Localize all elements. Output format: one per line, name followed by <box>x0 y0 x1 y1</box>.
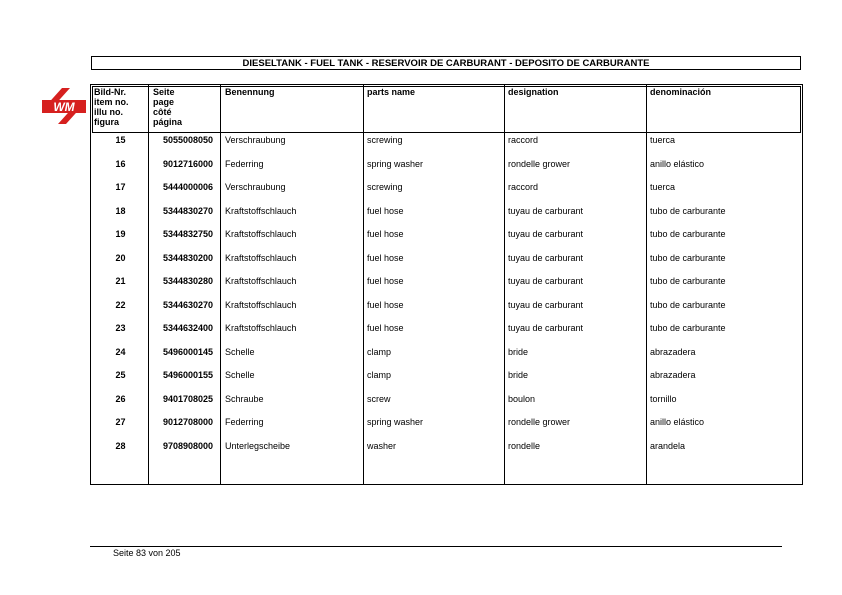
cell-parts-name: washer <box>367 441 397 451</box>
cell-benennung: Verschraubung <box>225 182 286 192</box>
cell-designation: tuyau de carburant <box>508 276 584 286</box>
cell-denominacion: tubo de carburante <box>650 206 726 216</box>
cell-benennung: Federring <box>225 417 264 427</box>
column-divider <box>220 85 221 484</box>
cell-denominacion: anillo elástico <box>650 159 705 169</box>
cell-denominacion: tubo de carburante <box>650 276 726 286</box>
cell-part-number: 5496000145 <box>162 347 213 357</box>
cell-item-no: 18 <box>115 206 126 216</box>
cell-denominacion: tuerca <box>650 182 676 192</box>
cell-designation: raccord <box>508 182 539 192</box>
header-designation: designation <box>508 87 559 97</box>
cell-designation: rondelle grower <box>508 159 571 169</box>
cell-item-no: 25 <box>115 370 126 380</box>
cell-part-number: 9708908000 <box>162 441 213 451</box>
page-footer: Seite 83 von 205 <box>113 548 181 558</box>
column-divider <box>363 85 364 484</box>
cell-part-number: 5344632400 <box>162 323 213 333</box>
footer-divider <box>90 546 782 547</box>
cell-item-no: 17 <box>115 182 126 192</box>
cell-benennung: Kraftstoffschlauch <box>225 206 297 216</box>
cell-designation: boulon <box>508 394 536 404</box>
cell-part-number: 5344830200 <box>162 253 213 263</box>
cell-parts-name: fuel hose <box>367 253 404 263</box>
column-divider <box>504 85 505 484</box>
cell-designation: tuyau de carburant <box>508 323 584 333</box>
cell-benennung: Kraftstoffschlauch <box>225 276 297 286</box>
cell-benennung: Schraube <box>225 394 264 404</box>
cell-designation: rondelle <box>508 441 541 451</box>
cell-designation: bride <box>508 347 529 357</box>
cell-designation: tuyau de carburant <box>508 206 584 216</box>
cell-item-no: 23 <box>115 323 126 333</box>
cell-parts-name: screwing <box>367 182 403 192</box>
cell-part-number: 9012708000 <box>162 417 213 427</box>
cell-item-no: 16 <box>115 159 126 169</box>
cell-parts-name: spring washer <box>367 417 424 427</box>
cell-part-number: 5444000006 <box>162 182 213 192</box>
cell-benennung: Kraftstoffschlauch <box>225 300 297 310</box>
cell-benennung: Kraftstoffschlauch <box>225 323 297 333</box>
cell-parts-name: clamp <box>367 347 392 357</box>
cell-part-number: 9401708025 <box>162 394 213 404</box>
cell-denominacion: anillo elástico <box>650 417 705 427</box>
cell-designation: tuyau de carburant <box>508 300 584 310</box>
cell-benennung: Kraftstoffschlauch <box>225 253 297 263</box>
cell-designation: rondelle grower <box>508 417 571 427</box>
page-title: DIESELTANK - FUEL TANK - RESERVOIR DE CARBURANT - DEPOSITO DE CARBURANTE <box>91 56 801 70</box>
header-parts-name: parts name <box>367 87 416 97</box>
cell-part-number: 5344830280 <box>162 276 213 286</box>
cell-benennung: Unterlegscheibe <box>225 441 291 451</box>
cell-parts-name: screwing <box>367 135 403 145</box>
cell-designation: tuyau de carburant <box>508 253 584 263</box>
cell-denominacion: arandela <box>650 441 686 451</box>
cell-benennung: Schelle <box>225 347 255 357</box>
cell-denominacion: abrazadera <box>650 370 696 380</box>
cell-item-no: 27 <box>115 417 126 427</box>
cell-item-no: 24 <box>115 347 126 357</box>
cell-item-no: 28 <box>115 441 126 451</box>
cell-parts-name: fuel hose <box>367 229 404 239</box>
wm-logo <box>40 86 88 126</box>
cell-denominacion: tuerca <box>650 135 676 145</box>
cell-item-no: 22 <box>115 300 126 310</box>
cell-parts-name: clamp <box>367 370 392 380</box>
cell-denominacion: tubo de carburante <box>650 323 726 333</box>
cell-denominacion: tornillo <box>650 394 677 404</box>
cell-item-no: 19 <box>115 229 126 239</box>
cell-designation: tuyau de carburant <box>508 229 584 239</box>
cell-denominacion: tubo de carburante <box>650 300 726 310</box>
cell-benennung: Schelle <box>225 370 255 380</box>
cell-denominacion: tubo de carburante <box>650 253 726 263</box>
cell-designation: bride <box>508 370 529 380</box>
cell-benennung: Federring <box>225 159 264 169</box>
header-benennung: Benennung <box>225 87 275 97</box>
cell-part-number: 5344630270 <box>162 300 213 310</box>
logo-text: WM <box>53 100 75 114</box>
parts-table <box>90 84 803 485</box>
cell-parts-name: fuel hose <box>367 276 404 286</box>
cell-part-number: 5055008050 <box>162 135 213 145</box>
cell-parts-name: spring washer <box>367 159 424 169</box>
cell-part-number: 5344830270 <box>162 206 213 216</box>
cell-benennung: Kraftstoffschlauch <box>225 229 297 239</box>
header-page: Seite page côté página <box>153 87 183 127</box>
column-divider <box>646 85 647 484</box>
cell-part-number: 9012716000 <box>162 159 213 169</box>
cell-item-no: 26 <box>115 394 126 404</box>
cell-benennung: Verschraubung <box>225 135 286 145</box>
header-item-no: Bild-Nr. item no. illu no. figura <box>94 87 129 127</box>
cell-denominacion: abrazadera <box>650 347 696 357</box>
header-denominacion: denominación <box>650 87 712 97</box>
wm-logo-icon <box>40 86 88 126</box>
cell-designation: raccord <box>508 135 539 145</box>
cell-denominacion: tubo de carburante <box>650 229 726 239</box>
cell-part-number: 5496000155 <box>162 370 213 380</box>
cell-item-no: 21 <box>115 276 126 286</box>
cell-parts-name: screw <box>367 394 391 404</box>
cell-parts-name: fuel hose <box>367 300 404 310</box>
cell-parts-name: fuel hose <box>367 323 404 333</box>
cell-part-number: 5344832750 <box>162 229 213 239</box>
cell-parts-name: fuel hose <box>367 206 404 216</box>
cell-item-no: 20 <box>115 253 126 263</box>
cell-item-no: 15 <box>115 135 126 145</box>
